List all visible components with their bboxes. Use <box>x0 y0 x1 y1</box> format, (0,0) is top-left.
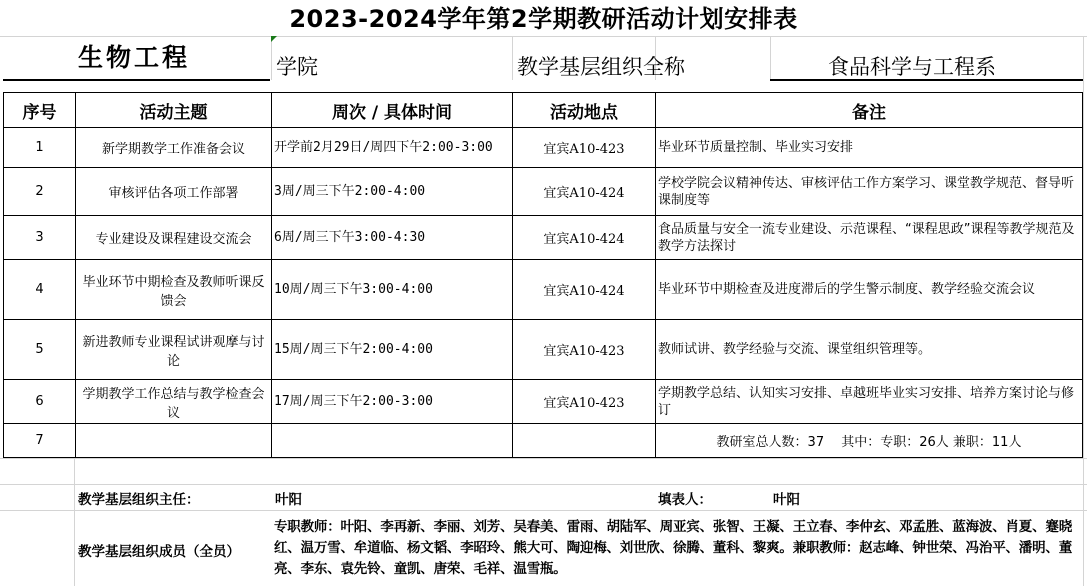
table-row <box>4 168 1083 216</box>
column-header-time[interactable]: 周次 / 具体时间 <box>272 93 513 128</box>
column-header-note[interactable]: 备注 <box>656 93 1083 128</box>
row-place[interactable]: 宜宾A10-423 <box>513 128 656 168</box>
row-place[interactable]: 宜宾A10-424 <box>513 216 656 260</box>
row-time[interactable]: 6周/周三下午3:00-4:30 <box>272 216 513 260</box>
org-name[interactable]: 食品科学与工程系 <box>828 55 996 79</box>
row-place[interactable]: 宜宾A10-423 <box>513 320 656 380</box>
row-note[interactable]: 学期教学总结、认知实习安排、卓越班毕业实习安排、培养方案讨论与修订 <box>656 380 1083 424</box>
row-place[interactable]: 宜宾A10-423 <box>513 380 656 424</box>
row-place[interactable]: 宜宾A10-424 <box>513 168 656 216</box>
row-note[interactable]: 食品质量与安全一流专业建设、示范课程、“课程思政”课程等教学规范及教学方法探讨 <box>656 216 1083 260</box>
row-topic[interactable]: 专业建设及课程建设交流会 <box>76 216 272 260</box>
grid-line <box>0 36 1087 37</box>
page-title: 2023-2024学年第2学期教研活动计划安排表 <box>289 5 798 33</box>
table-row <box>4 424 1083 458</box>
row-number[interactable]: 5 <box>4 320 76 380</box>
row-number[interactable]: 7 <box>4 424 76 458</box>
table-row <box>4 128 1083 168</box>
org-underline <box>770 79 1083 81</box>
schedule-table <box>3 92 1083 458</box>
filler-name[interactable]: 叶阳 <box>773 492 800 508</box>
college-suffix[interactable]: 学院 <box>276 55 318 79</box>
row-time[interactable]: 开学前2月29日/周四下午2:00-3:00 <box>272 128 513 168</box>
row-number[interactable]: 6 <box>4 380 76 424</box>
director-name[interactable]: 叶阳 <box>275 492 302 508</box>
row-time[interactable]: 15周/周三下午2:00-4:00 <box>272 320 513 380</box>
row-note[interactable]: 教师试讲、教学经验与交流、课堂组织管理等。 <box>656 320 1083 380</box>
row-topic[interactable]: 新学期教学工作准备会议 <box>76 128 272 168</box>
column-header-place[interactable]: 活动地点 <box>513 93 656 128</box>
row-topic[interactable]: 新进教师专业课程试讲观摩与讨论 <box>76 320 272 380</box>
row-topic[interactable]: 学期教学工作总结与教学检查会议 <box>76 380 272 424</box>
row-note[interactable]: 毕业环节中期检查及进度滞后的学生警示制度、教学经验交流会议 <box>656 260 1083 320</box>
column-header-topic[interactable]: 活动主题 <box>76 93 272 128</box>
cell-comment-marker <box>271 36 277 42</box>
table-row <box>4 380 1083 424</box>
column-header-no[interactable]: 序号 <box>4 93 76 128</box>
row-place[interactable]: 宜宾A10-424 <box>513 260 656 320</box>
row-place[interactable] <box>513 424 656 458</box>
row-number[interactable]: 2 <box>4 168 76 216</box>
filler-label[interactable]: 填表人： <box>658 492 712 508</box>
row-time[interactable]: 3周/周三下午2:00-4:00 <box>272 168 513 216</box>
table-row <box>4 216 1083 260</box>
row-topic[interactable]: 审核评估各项工作部署 <box>76 168 272 216</box>
row-time[interactable] <box>272 424 513 458</box>
college-underline <box>3 79 270 81</box>
table-header-row <box>4 93 1083 128</box>
grid-line <box>0 484 1087 485</box>
row-note[interactable]: 学校学院会议精神传达、审核评估工作方案学习、课堂教学规范、督导听课制度等 <box>656 168 1083 216</box>
grid-line <box>0 510 1087 511</box>
table-row <box>4 260 1083 320</box>
row-note-summary[interactable]: 教研室总人数：37 其中：专职：26人 兼职：11人 <box>656 424 1083 458</box>
grid-line <box>512 36 513 80</box>
college-name[interactable]: 生物工程 <box>78 43 191 72</box>
row-number[interactable]: 4 <box>4 260 76 320</box>
row-topic[interactable]: 毕业环节中期检查及教师听课反馈会 <box>76 260 272 320</box>
org-label[interactable]: 教学基层组织全称 <box>517 55 685 79</box>
director-label[interactable]: 教学基层组织主任： <box>78 492 200 508</box>
members-text[interactable]: 专职教师：叶阳、李再新、李丽、刘芳、吴春美、雷雨、胡陆军、周亚宾、张智、王凝、王立春、李仲玄、邓孟胜、蓝海波、肖夏、蹇晓红、温万雪、牟道临、杨文韬、李昭玲、熊大可、陶迎梅、刘世欣、徐腾、董科、黎爽。兼职教师：赵志峰、钟世荣、冯治平、潘明、董亮、李东、袁先铃、童凯、唐荣、毛祥、温雪瓶。 <box>274 519 1072 577</box>
row-number[interactable]: 1 <box>4 128 76 168</box>
row-number[interactable]: 3 <box>4 216 76 260</box>
members-label[interactable]: 教学基层组织成员（全员） <box>78 544 240 560</box>
row-topic[interactable] <box>76 424 272 458</box>
grid-line <box>1083 36 1084 586</box>
grid-line <box>271 36 272 80</box>
row-time[interactable]: 10周/周三下午3:00-4:00 <box>272 260 513 320</box>
grid-line <box>770 36 771 80</box>
row-time[interactable]: 17周/周三下午2:00-3:00 <box>272 380 513 424</box>
grid-line <box>0 458 1087 459</box>
table-row <box>4 320 1083 380</box>
grid-line <box>74 458 75 586</box>
row-note[interactable]: 毕业环节质量控制、毕业实习安排 <box>656 128 1083 168</box>
